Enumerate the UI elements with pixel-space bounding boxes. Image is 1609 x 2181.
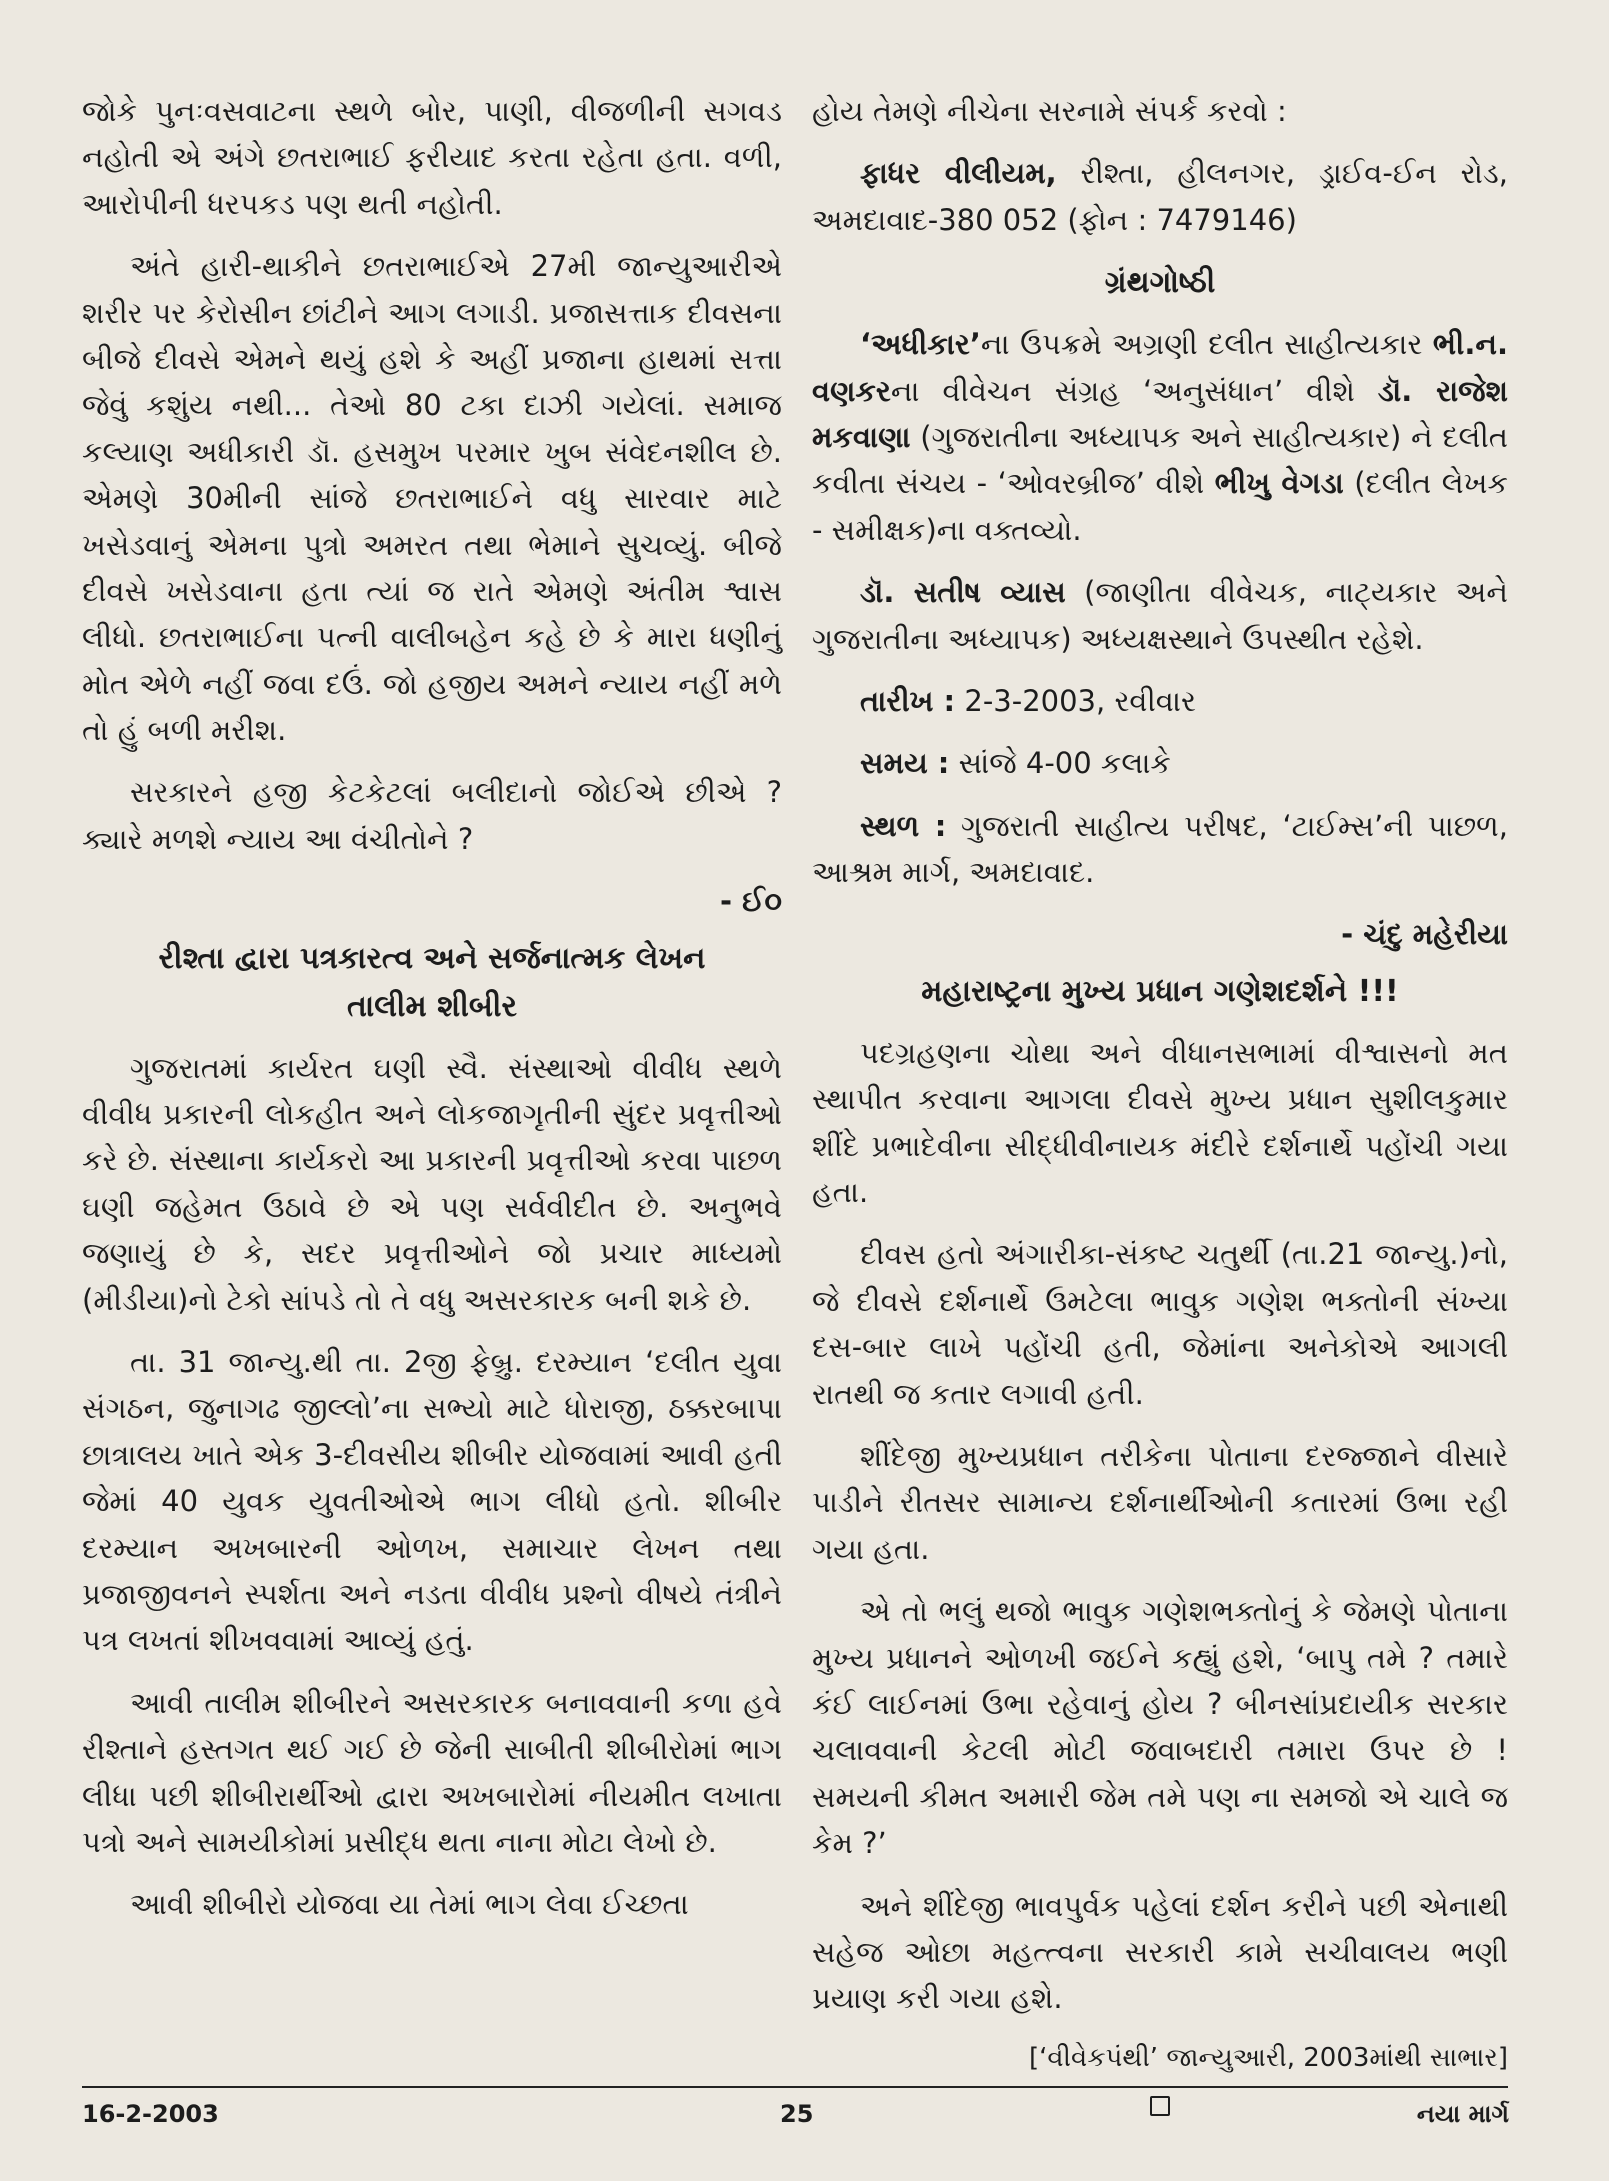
contact-address: ફાધર વીલીયમ, રીશ્તા, હીલનગર, ડ્રાઈવ-ઈન રોડ, અમદાવાદ-380 052 (ફોન : 7479146) xyxy=(812,156,1508,237)
article-heading xyxy=(82,935,782,1031)
paragraph: ‘અધીકાર’ના ઉપક્રમે અગ્રણી દલીત સાહીત્યકાર ભી.ન. વણકરના વીવેચન સંગ્રહ ‘અનુસંધાન’ વીશે ડૉ. રાજેશ મકવાણા (ગુજરાતીના અધ્યાપક અને સાહીત્યકાર) ને દલીત કવીતા સંચય - ‘ઓવરબ્રીજ’ વીશે ભીખુ વેગડા (દલીત લેખક - સમીક્ષક)ના વક્તવ્યો. xyxy=(812,327,1508,547)
event-place: સ્થળ : ગુજરાતી સાહીત્ય પરીષદ, ‘ટાઈમ્સ’ની પાછળ, આશ્રમ માર્ગ, અમદાવાદ. xyxy=(812,808,1508,890)
footer-divider xyxy=(82,2086,1508,2088)
section-heading: ગ્રંથગોષ્ઠી xyxy=(1104,265,1216,301)
source-credit: [‘વીવેકપંથી’ જાન્યુઆરી, 2003માંથી સાભાર] xyxy=(1028,2042,1508,2073)
paragraph: અને શીંદેજી ભાવપુર્વક પહેલાં દર્શન કરીને પછી એનાથી સહેજ ઓછા મહત્ત્વના સરકારી કામે સચીવાલય ભણી પ્રયાણ કરી ગયા હશે. xyxy=(812,1888,1508,2016)
event-date: તારીખ : 2-3-2003, રવીવાર xyxy=(860,683,1196,718)
paragraph: સરકારને હજી કેટકેટલાં બલીદાનો જોઈએ છીએ ? ક્યારે મળશે ન્યાય આ વંચીતોને ? xyxy=(82,775,782,856)
paragraph: પદગ્રહણના ચોથા અને વીધાનસભામાં વીશ્વાસનો મત સ્થાપીત કરવાના આગલા દીવસે મુખ્ય પ્રધાન સુશીલકુમાર શીંદે પ્રભાદેવીના સીદ્ધીવીનાયક મંદીરે દર્શનાર્થે પહોંચી ગયા હતા. xyxy=(812,1035,1508,1210)
paragraph: એ તો ભલું થજો ભાવુક ગણેશભક્તોનું કે જેમણે પોતાના મુખ્ય પ્રધાનને ઓળખી જઈને કહ્યું હશે, ‘બાપુ તમે ? તમારે કંઈ લાઈનમાં ઉભા રહેવાનું હોય ? બીનસાંપ્રદાયીક સરકાર ચલાવવાની કેટલી મોટી જવાબદારી તમારા ઉપર છે ! સમયની કીમત અમારી જેમ તમે પણ ના સમજો એ ચાલે જ કેમ ?’ xyxy=(812,1594,1508,1861)
footer-date: 16-2-2003 xyxy=(82,2100,219,2128)
left-column xyxy=(82,88,782,1944)
event-time: સમય : સાંજે 4-00 કલાકે xyxy=(860,746,1171,781)
paragraph: હોય તેમણે નીચેના સરનામે સંપર્ક કરવો : xyxy=(812,94,1287,128)
magazine-name: નયા માર્ગ xyxy=(1416,2100,1509,2128)
section-heading: મહારાષ્ટ્રના મુખ્ય પ્રધાન ગણેશદર્શને !!! xyxy=(921,973,1399,1009)
paragraph: આવી તાલીમ શીબીરને અસરકારક બનાવવાની કળા હવે રીશ્તાને હસ્તગત થઈ ગઈ છે જેની સાબીતી શીબીરોમાં ભાગ લીધા પછી શીબીરાર્થીઓ દ્વારા અખબારોમાં નીયમીત લખાતા પત્રો અને સામયીકોમાં પ્રસીદ્ધ થતા નાના મોટા લેખો છે. xyxy=(82,1685,782,1859)
paragraph: જોકે પુનઃવસવાટના સ્થળે બોર, પાણી, વીજળીની સગવડ નહોતી એ અંગે છતરાભાઈ ફરીયાદ કરતા રહેતા હતા. વળી, આરોપીની ધરપકડ પણ થતી નહોતી. xyxy=(82,94,782,221)
author-signature: - ચંદુ મહેરીયા xyxy=(1341,917,1508,952)
paragraph: ડૉ. સતીષ વ્યાસ (જાણીતા વીવેચક, નાટ્યકાર અને ગુજરાતીના અધ્યાપક) અધ્યક્ષસ્થાને ઉપસ્થીત રહેશે. xyxy=(812,575,1508,656)
paragraph: ગુજરાતમાં કાર્યરત ઘણી સ્વૈ. સંસ્થાઓ વીવીધ સ્થળે વીવીધ પ્રકારની લોકહીત અને લોકજાગૃતીની સુંદર પ્રવૃત્તીઓ કરે છે. સંસ્થાના કાર્યકરો આ પ્રકારની પ્રવૃત્તીઓ કરવા પાછળ ઘણી જહેમત ઉઠાવે છે એ પણ સર્વવીદીત છે. અનુભવે જણાયું છે કે, સદર પ્રવૃત્તીઓને જો પ્રચાર માધ્યમો (મીડીયા)નો ટેકો સાંપડે તો તે વધુ અસરકારક બની શકે છે. xyxy=(82,1050,782,1317)
article-heading-line: રીશ્તા દ્વારા પત્રકારત્વ અને સર્જનાત્મક લેખન xyxy=(158,940,706,976)
end-mark xyxy=(812,2081,1508,2127)
square-end-icon xyxy=(1150,2096,1170,2116)
paragraph: દીવસ હતો અંગારીકા-સંકષ્ટ ચતુર્થી (તા.21 જાન્યુ.)નો, જે દીવસે દર્શનાર્થે ઉમટેલા ભાવુક ગણેશ ભક્તોની સંખ્યા દસ-બાર લાખે પહોંચી હતી, જેમાંના અનેકોએ આગલી રાતથી જ કતાર લગાવી હતી. xyxy=(812,1237,1508,1411)
paragraph: આવી શીબીરો યોજવા યા તેમાં ભાગ લેવા ઈચ્છતા xyxy=(130,1887,689,1922)
contact-name: ફાધર વીલીયમ, xyxy=(860,156,1057,191)
right-column xyxy=(812,88,1508,2128)
paragraph: શીંદેજી મુખ્યપ્રધાન તરીકેના પોતાના દરજ્જાને વીસારે પાડીને રીતસર સામાન્ય દર્શનાર્થીઓની કતારમાં ઉભા રહી ગયા હતા. xyxy=(812,1438,1508,1566)
article-heading-line: તાલીમ શીબીર xyxy=(346,988,517,1024)
paragraph: અંતે હારી-થાકીને છતરાભાઈએ 27મી જાન્યુઆરીએ શરીર પર કેરોસીન છાંટીને આગ લગાડી. પ્રજાસત્તાક દીવસના બીજે દીવસે એમને થયું હશે કે અહીં પ્રજાના હાથમાં સત્તા જેવું કશુંય નથી... તેઓ 80 ટકા દાઝી ગયેલાં. સમાજ કલ્યાણ અધીકારી ડૉ. હસમુખ પરમાર ખુબ સંવેદનશીલ છે. એમણે 30મીની સાંજે છતરાભાઈને વધુ સારવાર માટે ખસેડવાનું એમના પુત્રો અમરત તથા ભેમાને સુચવ્યું. બીજે દીવસે ખસેડવાના હતા ત્યાં જ રાતે એમણે અંતીમ શ્વાસ લીધો. છતરાભાઈના પત્ની વાલીબહેન કહે છે કે મારા ધણીનું મોત એળે નહીં જવા દઉં. જો હજીય અમને ન્યાય નહીં મળે તો હું બળી મરીશ. xyxy=(82,249,782,748)
paragraph: તા. 31 જાન્યુ.થી તા. 2જી ફેબ્રુ. દરમ્યાન ‘દલીત યુવા સંગઠન, જુનાગઢ જીલ્લો’ના સભ્યો માટે ધોરાજી, ઠક્કરબાપા છાત્રાલય ખાતે એક 3-દીવસીય શીબીર યોજવામાં આવી હતી જેમાં 40 યુવક યુવતીઓએ ભાગ લીધો હતો. શીબીર દરમ્યાન અખબારની ઓળખ, સમાચાર લેખન તથા પ્રજાજીવનને સ્પર્શતા અને નડતા વીવીધ પ્રશ્નો વીષયે તંત્રીને પત્ર લખતાં શીખવવામાં આવ્યું હતું. xyxy=(82,1344,782,1658)
page-number: 25 xyxy=(780,2100,814,2128)
author-signature: - ઈ૦ xyxy=(720,884,782,919)
